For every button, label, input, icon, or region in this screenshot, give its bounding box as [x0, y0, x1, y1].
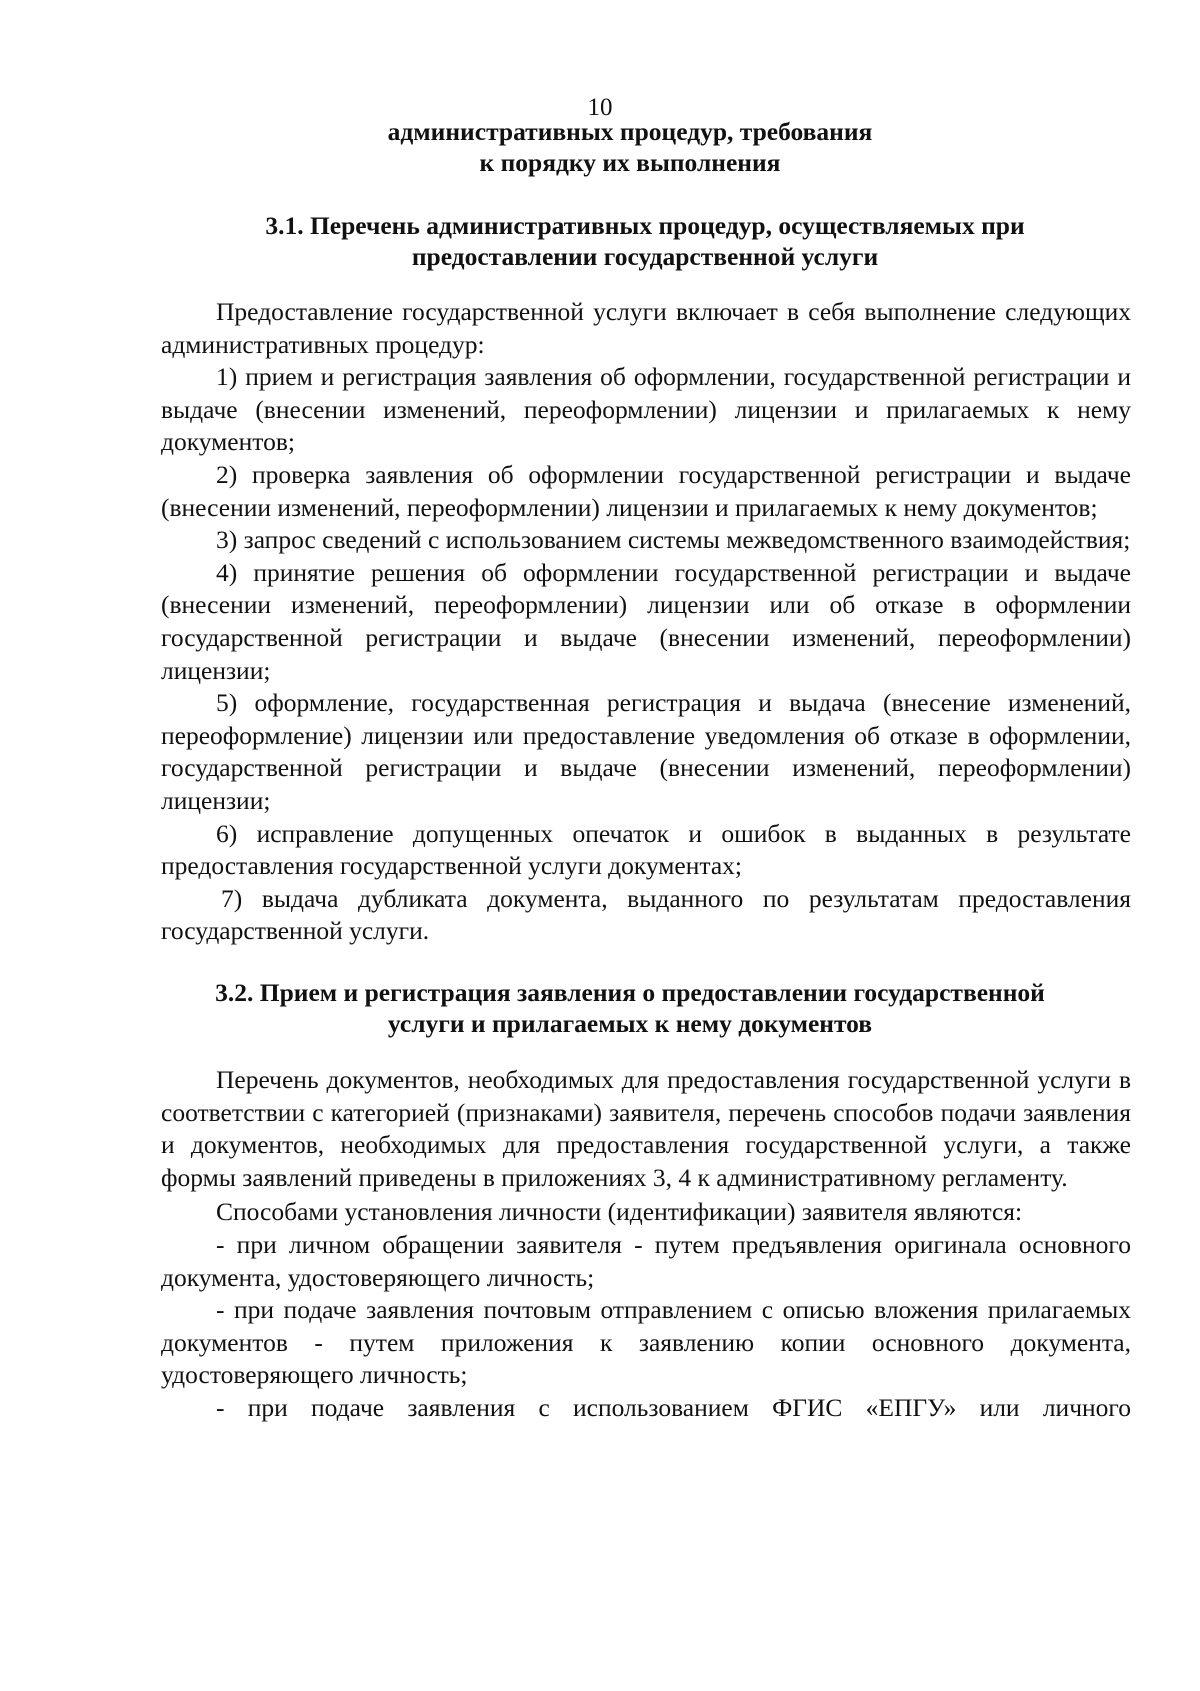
identification-in-person: - при личном обращении заявителя - путем предъявления оригинала основного документа, удостоверяющего личность;: [161, 1229, 1131, 1292]
section-3-2-title-line-2: услуги и прилагаемых к нему документов: [387, 1009, 873, 1038]
section-3-1-title-line-1: 3.1. Перечень административных процедур, осуществляемых при: [265, 211, 1025, 240]
identification-via-epgu: - при подаче заявления с использованием ФГИС «ЕПГУ» или личного: [216, 1392, 1131, 1422]
procedure-item-2: 2) проверка заявления об оформлении государственной регистрации и выдаче (внесении изменений, переоформлении) лицензии и прилагаемых к нему документов;: [161, 459, 1131, 522]
procedure-item-3: 3) запрос сведений с использованием системы межведомственного взаимодействия;: [216, 525, 1131, 555]
section-3-2-title-line-1: 3.2. Прием и регистрация заявления о предоставлении государственной: [215, 978, 1045, 1007]
identification-by-mail: - при подаче заявления почтовым отправлением с описью вложения прилагаемых документов - путем приложения к заявлению копии основного документа, удостоверяющего личность;: [161, 1295, 1131, 1390]
chapter-heading-line-1: административных процедур, требования: [387, 117, 873, 146]
section-3-2-body: [161, 1064, 1131, 1425]
section-3-1-body: [161, 296, 1131, 948]
page-number: 10: [587, 94, 613, 121]
section-3-1-title: [165, 210, 1125, 272]
procedure-item-5: 5) оформление, государственная регистрация и выдача (внесение изменений, переоформление) лицензии или предоставление уведомления об отказе в оформлении, государственной регистрации и выдаче (внесении изменений, переоформлении) лицензии;: [161, 688, 1131, 815]
documents-paragraph: Перечень документов, необходимых для предоставления государственной услуги в соответствии с категорией (признаками) заявителя, перечень способов подачи заявления и документов, необходимых для предоставления государственной услуги, а также формы заявлений приведены в приложениях 3, 4 к административному регламенту.: [161, 1065, 1131, 1192]
identification-methods-paragraph: Способами установления личности (идентификации) заявителя являются:: [216, 1197, 1023, 1227]
chapter-heading-line-2: к порядку их выполнения: [479, 148, 781, 177]
section-3-2-title: [150, 977, 1110, 1039]
section-3-1-intro: Предоставление государственной услуги включает в себя выполнение следующих административных процедур:: [161, 297, 1131, 359]
procedure-item-4: 4) принятие решения об оформлении государственной регистрации и выдаче (внесении изменений, переоформлении) лицензии или об отказе в оформлении государственной регистрации и выдаче (внесении изменений, переоформлении) лицензии;: [161, 557, 1131, 685]
procedure-item-1: 1) прием и регистрация заявления об оформлении, государственной регистрации и выдаче (внесении изменений, переоформлении) лицензии и прилагаемых к нему документов;: [161, 362, 1131, 457]
section-3-1-title-line-2: предоставлении государственной услуги: [411, 242, 879, 271]
procedure-item-6: 6) исправление допущенных опечаток и ошибок в выданных в результате предоставления государственной услуги документах;: [161, 818, 1131, 881]
chapter-heading: [150, 116, 1110, 178]
procedure-item-7: 7) выдача дубликата документа, выданного по результатам предоставления государственной услуги.: [161, 883, 1131, 946]
